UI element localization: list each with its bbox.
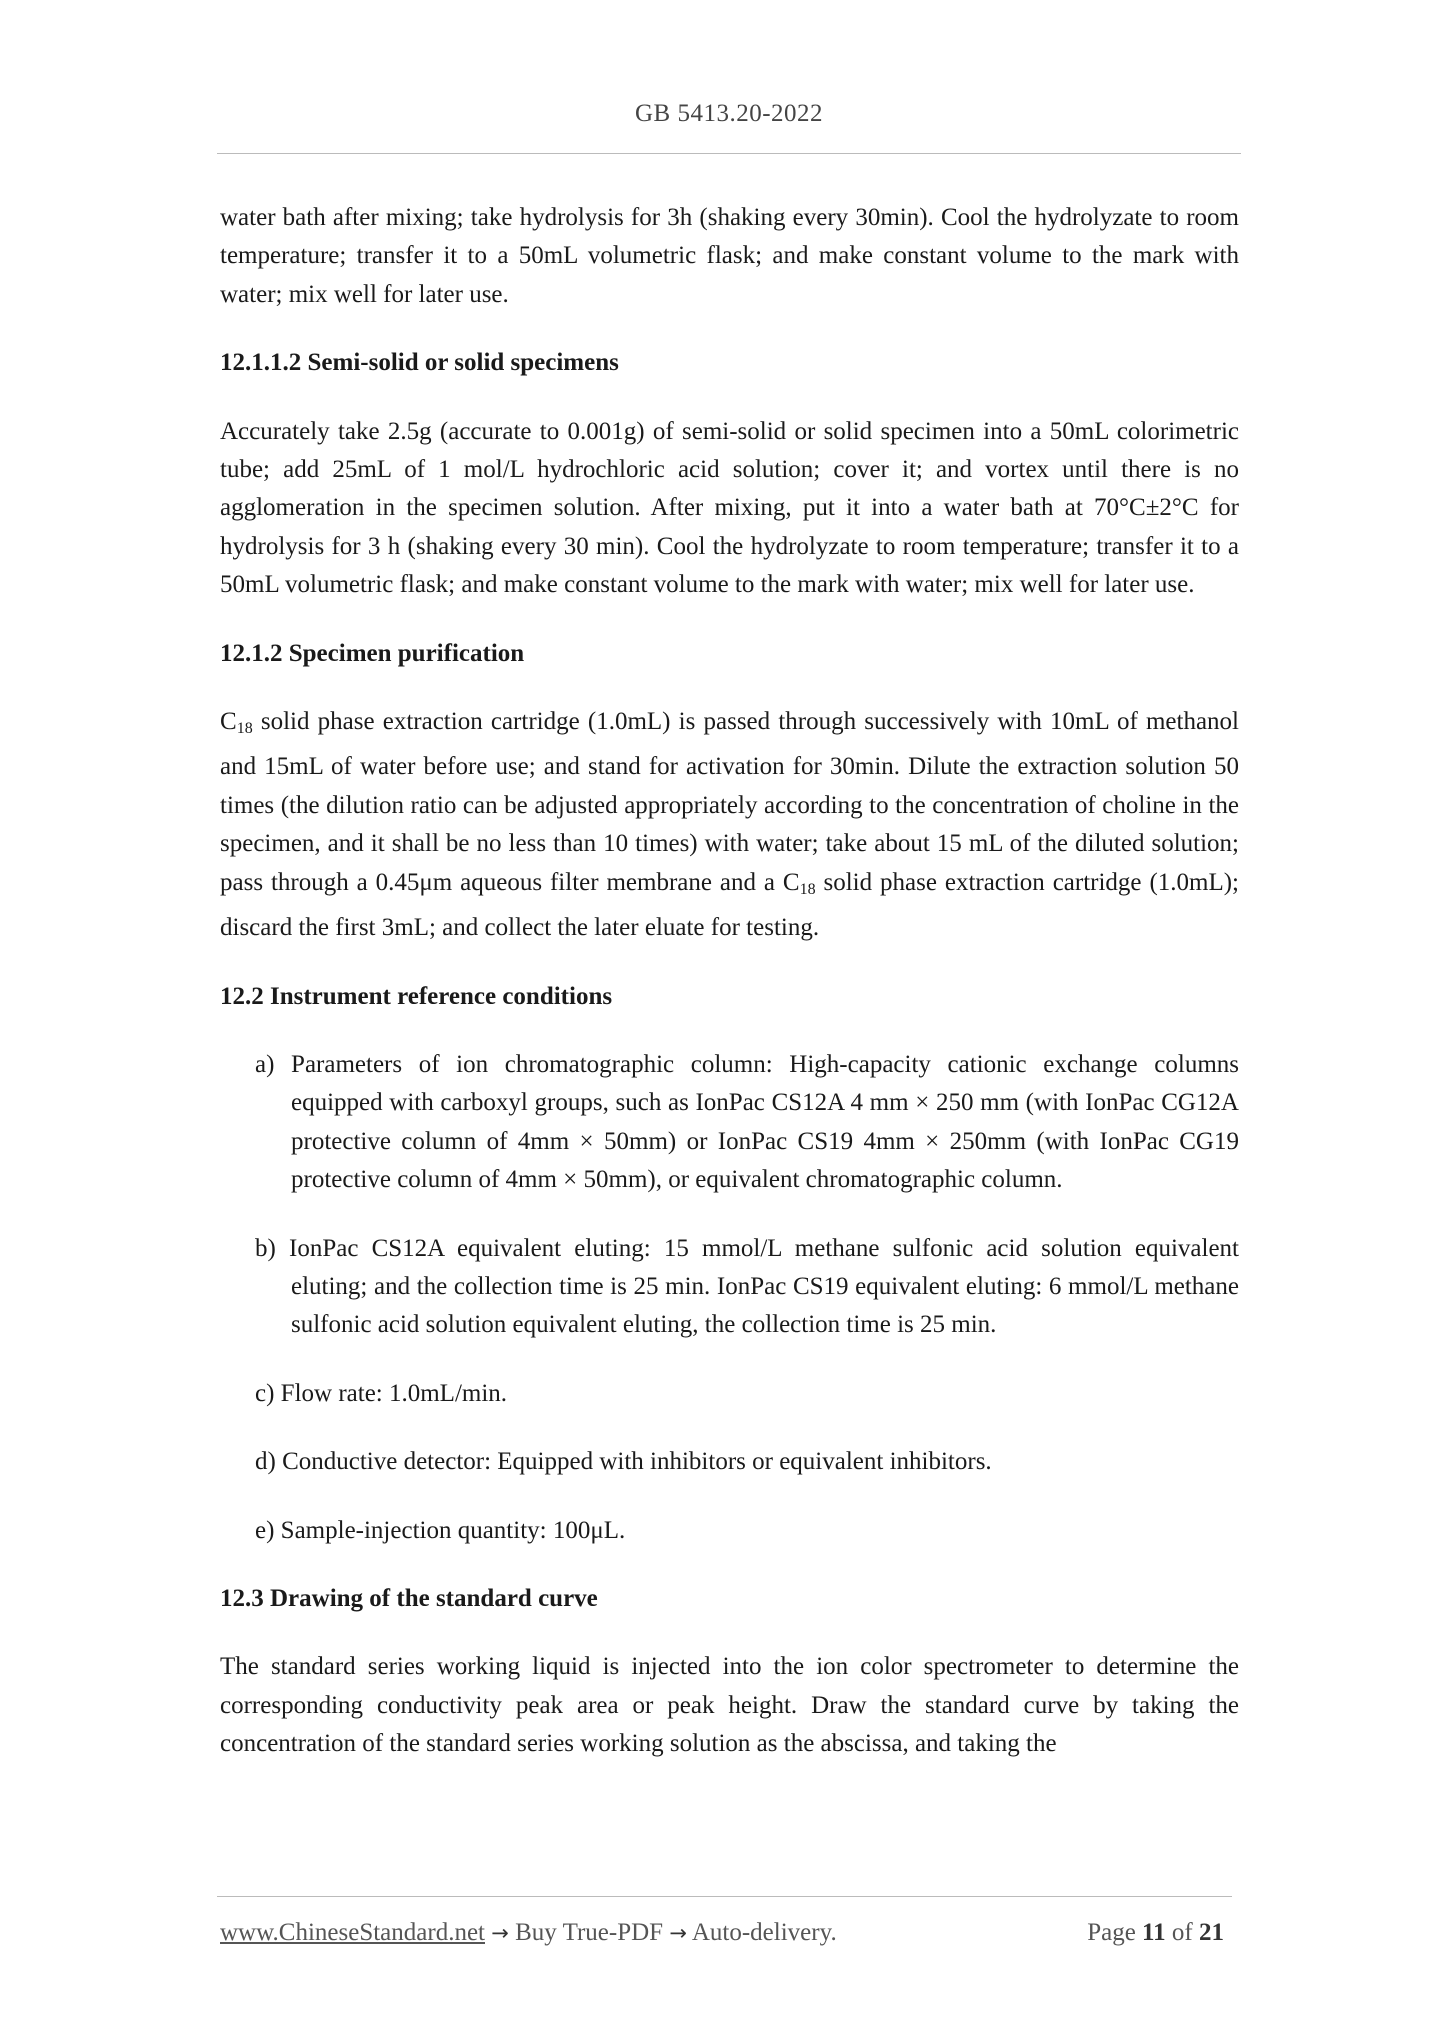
buy-true-pdf-text: Buy True-PDF xyxy=(515,1919,664,1946)
list-item-d: d) Conductive detector: Equipped with inhibitors or equivalent inhibitors. xyxy=(255,1448,992,1476)
paragraph-12-1-1-2: Accurately take 2.5g (accurate to 0.001g) of semi-solid or solid specimen into a 50mL colorimetric tube; add 25mL of 1 mol/L hydrochloric acid solution; cover it; and vortex until there is no agglomeration in the specimen solution. After mixing, put it into a water bath at 70°C±2°C for hydrolysis for 3 h (shaking every 30 min). Cool the hydrolyzate to room temperature; transfer it to a 50mL volumetric flask; and make constant volume to the mark with water; mix well for later use. xyxy=(220,417,1239,599)
c18-subscript: 18 xyxy=(236,720,253,738)
paragraph-12-1-2 xyxy=(220,703,1239,947)
heading-12-2: 12.2 Instrument reference conditions xyxy=(220,982,613,1010)
c18-letter: C xyxy=(220,708,237,736)
list-item-b: b) IonPac CS12A equivalent eluting: 15 mmol/L methane sulfonic acid solution equivalent eluting; and the collection time is 25 min. IonPac CS19 equivalent eluting: 6 mmol/L methane sulfonic acid solution equivalent eluting, the collection time is 25 min. xyxy=(255,1234,1239,1339)
footer-promo xyxy=(220,1919,837,1947)
paragraph-continued: water bath after mixing; take hydrolysis for 3h (shaking every 30min). Cool the hydrolyzate to room temperature; transfer it to a 50mL volumetric flask; and make constant volume to the mark with water; mix well for later use. xyxy=(220,204,1239,308)
page-header-title: GB 5413.20-2022 xyxy=(634,100,824,127)
paragraph-12-1-2-part1: solid phase extraction cartridge (1.0mL) is passed through successively with 10mL of methanol and 15mL of water before use; and stand for activation for 30min. Dilute the extraction solution 50 times (the dilution ratio can be adjusted appropriately according to the concentration of choline in the specimen, and it shall be no less than 10 times) with water; take about 15 mL of the diluted solution; pass through a 0.45μm aqueous filter membrane and a C xyxy=(220,708,1239,896)
page-number xyxy=(1087,1919,1224,1947)
paragraph-12-3: The standard series working liquid is injected into the ion color spectrometer to determine the corresponding conductivity peak area or peak height. Draw the standard curve by taking the concentration of the standard series working solution as the abscissa, and taking the xyxy=(220,1653,1239,1758)
list-item-a: a) Parameters of ion chromatographic column: High-capacity cationic exchange columns equipped with carboxyl groups, such as IonPac CS12A 4 mm × 250 mm (with IonPac CG12A protective column of 4mm × 50mm) or IonPac CS19 4mm × 250mm (with IonPac CG19 protective column of 4mm × 50mm), or equivalent chromatographic column. xyxy=(255,1050,1239,1194)
arrow-right-icon: → xyxy=(669,1921,687,1945)
auto-delivery-text: Auto-delivery. xyxy=(691,1919,837,1946)
total-pages: 21 xyxy=(1199,1919,1224,1946)
page-label: Page xyxy=(1087,1919,1136,1946)
c18-subscript-2: 18 xyxy=(799,880,816,898)
header-divider xyxy=(217,153,1241,154)
of-label: of xyxy=(1171,1919,1193,1946)
arrow-right-icon: → xyxy=(491,1921,509,1945)
footer-divider xyxy=(217,1896,1232,1897)
list-item-c: c) Flow rate: 1.0mL/min. xyxy=(255,1379,508,1407)
paragraph-12-1-2-part2: solid phase extraction cartridge (1.0mL); discard the first 3mL; and collect the later eluate for testing. xyxy=(220,868,1240,942)
document-body xyxy=(220,199,1239,1794)
current-page: 11 xyxy=(1142,1919,1166,1946)
heading-12-1-1-2: 12.1.1.2 Semi-solid or solid specimens xyxy=(220,349,619,377)
list-item-e: e) Sample-injection quantity: 100μL. xyxy=(255,1516,626,1544)
heading-12-3: 12.3 Drawing of the standard curve xyxy=(220,1584,598,1612)
heading-12-1-2: 12.1.2 Specimen purification xyxy=(220,639,525,667)
website-link[interactable]: www.ChineseStandard.net xyxy=(220,1919,485,1946)
